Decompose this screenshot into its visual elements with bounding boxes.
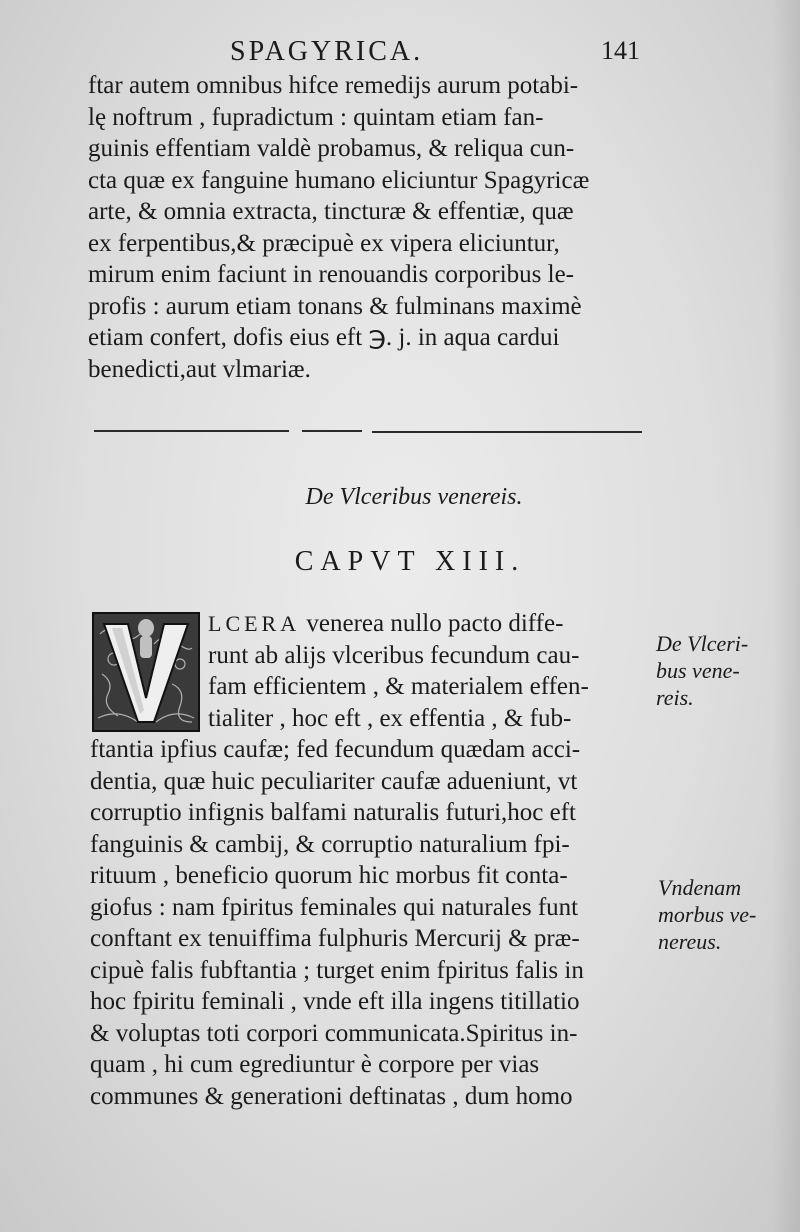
margin-note-line: bus vene- — [656, 658, 740, 683]
margin-note-vndenam — [658, 874, 756, 955]
text-line: giofus : nam fpiritus feminales qui naturales funt — [90, 893, 579, 921]
section-title: De Vlceribus venereis. — [305, 484, 523, 510]
text-line: hoc fpiritu feminali , vnde eft illa ingens titillatio — [90, 988, 580, 1015]
text-line: & voluptas toti corpori communicata.Spiritus in- — [90, 1019, 578, 1047]
page-number: 141 — [601, 36, 640, 65]
text-line: communes & generationi deftinatas , dum homo — [90, 1082, 573, 1110]
margin-note-line: De Vlceri- — [656, 631, 749, 656]
text-line: cta quæ ex fanguine humano eliciuntur Spagyricæ — [88, 166, 590, 194]
running-title: SPAGYRICA. — [230, 36, 424, 67]
paragraph-chapter-body — [90, 734, 650, 1112]
text-line: dentia, quæ huic peculiariter caufæ adueniunt, vt — [90, 767, 578, 795]
first-line-rest: venerea nullo pacto diffe- — [300, 610, 564, 637]
text-line: arte, & omnia extracta, tincturæ & effentiæ, quæ — [88, 198, 574, 225]
text-line: corruptio infignis balfami naturalis futuri,hoc eft — [90, 799, 576, 826]
text-line: rituum , beneficio quorum hic morbus fit conta- — [90, 862, 568, 889]
drop-cap-ornament-icon — [94, 614, 198, 730]
text-line: ftar autem omnibus hifce remedijs aurum potabi- — [88, 72, 579, 99]
margin-note-line: nereus. — [658, 929, 722, 954]
text-line: fam efficientem , & materialem effen- — [208, 673, 589, 700]
text-line: etiam confert, dofis eius eft ℈. j. in aqua cardui — [88, 324, 560, 351]
text-line: lę noftrum , fupradictum : quintam etiam fan- — [88, 103, 544, 131]
margin-note-line: morbus ve- — [658, 902, 757, 927]
text-line — [208, 608, 648, 640]
text-line: fanguinis & cambij, & corruptio naturalium fpi- — [90, 830, 570, 858]
text-line: ftantia ipfius caufæ; fed fecundum quædam acci- — [90, 736, 581, 763]
text-line: guinis effentiam valdè probamus, & reliqua cun- — [88, 135, 575, 162]
text-line: conftant ex tenuiffima fulphuris Mercurij & præ- — [90, 925, 580, 952]
text-line: mirum enim faciunt in renouandis corporibus le- — [88, 261, 574, 288]
text-line: profis : aurum etiam tonans & fulminans maximè — [88, 292, 582, 320]
text-line: runt ab alijs vlceribus fecundum cau- — [208, 641, 580, 669]
margin-note-vlceribus — [656, 630, 748, 711]
margin-note-line: reis. — [656, 685, 694, 710]
decorated-initial-v — [92, 612, 200, 732]
text-line: ex ferpentibus,& præcipuè ex vipera eliciuntur, — [88, 229, 560, 257]
text-line: benedicti,aut vlmariæ. — [88, 355, 311, 383]
paragraph-chapter-opening — [208, 608, 648, 734]
margin-note-line: Vndenam — [658, 875, 742, 900]
chapter-title: CAPVT XIII. — [294, 546, 526, 577]
paragraph-top — [88, 70, 648, 385]
text-line: quam , hi cum egrediuntur è corpore per vias — [90, 1051, 540, 1078]
text-line: tialiter , hoc eft , ex effentia , & fub- — [208, 704, 572, 732]
running-head — [90, 36, 650, 70]
section-divider-rule — [94, 430, 642, 434]
small-caps-opening: LCERA — [208, 611, 301, 636]
text-line: cipuè falis fubftantia ; turget enim fpiritus falis in — [90, 956, 584, 984]
